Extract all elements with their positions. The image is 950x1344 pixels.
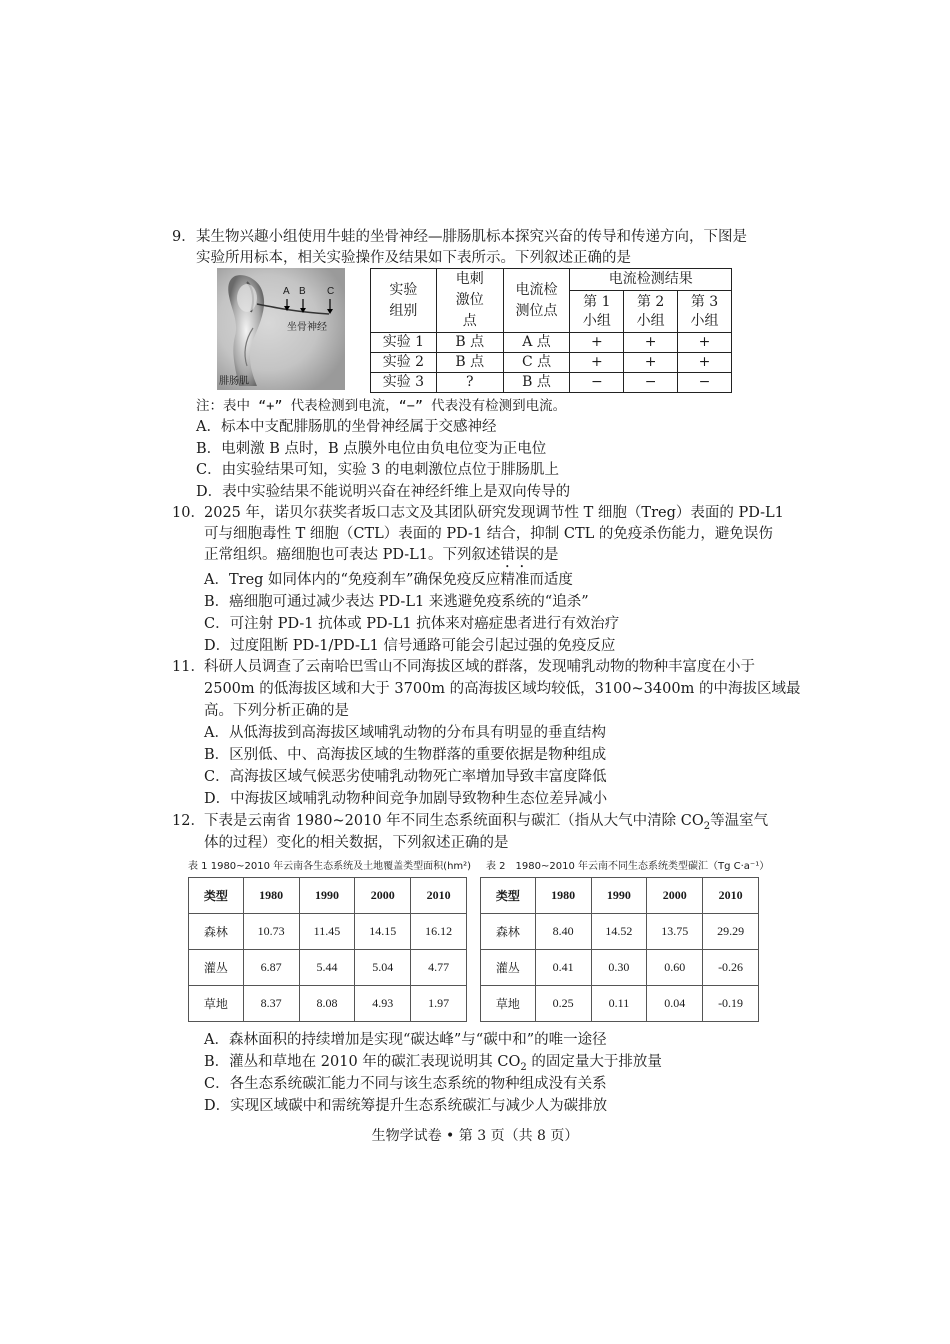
- q12-option-d: D．实现区域碳中和需统筹提升生态系统碳汇与减少人为碳排放: [204, 1098, 608, 1114]
- cell: 森林: [189, 914, 244, 950]
- q9-stem-line2: 实验所用标本，相关实验操作及结果如下表所示。下列叙述正确的是: [196, 250, 631, 266]
- table-row: [481, 986, 759, 1022]
- q10-option-c: C．可注射 PD-1 抗体或 PD-L1 抗体来对癌症患者进行有效治疗: [204, 616, 620, 632]
- q12-stem-sub: 2: [703, 820, 711, 832]
- cell: +: [624, 353, 678, 373]
- q9-option-b: B．电刺激 B 点时，B 点膜外电位由负电位变为正电位: [196, 441, 547, 457]
- cell: 0.25: [535, 986, 591, 1022]
- q9-note: 注：表中 “+” 代表检测到电流，“−” 代表没有检测到电流。: [196, 398, 567, 414]
- cell: +: [570, 333, 624, 353]
- cell: −: [570, 373, 624, 393]
- table-header-row: [189, 878, 467, 914]
- subheader-2: 第 2 小组: [624, 291, 678, 333]
- cell: 1990: [591, 878, 647, 914]
- q9-stem-line1: 某生物兴趣小组使用牛蛙的坐骨神经—腓肠肌标本探究兴奋的传导和传递方向，下图是: [196, 229, 747, 245]
- cell: 8.40: [535, 914, 591, 950]
- cell: B 点: [436, 353, 503, 373]
- cell: −: [678, 373, 732, 393]
- q9-option-d: D．表中实验结果不能说明兴奋在神经纤维上是双向传导的: [196, 484, 571, 500]
- cell: -0.19: [703, 986, 759, 1022]
- q11-option-d: D．中海拔区域哺乳动物种间竞争加剧导致物种生态位差异减小: [204, 791, 608, 807]
- specimen-figure: [217, 268, 345, 390]
- cell: +: [570, 353, 624, 373]
- q10-number: 10．: [172, 505, 205, 521]
- subheader-1: 第 1 小组: [570, 291, 624, 333]
- cell: 11.45: [299, 914, 355, 950]
- q12-option-a: A．森林面积的持续增加是实现“碳达峰”与“碳中和”的唯一途径: [204, 1032, 607, 1048]
- table-row: [189, 986, 467, 1022]
- header-detect: 电流检测位点: [503, 269, 570, 333]
- header-stim: 电刺激位点: [436, 269, 503, 333]
- cell: B 点: [436, 333, 503, 353]
- cell: 6.87: [243, 950, 299, 986]
- cell: +: [678, 353, 732, 373]
- cell: 实验 3: [371, 373, 437, 393]
- cell: 0.30: [591, 950, 647, 986]
- q12-stem-line1-post: 等温室气: [710, 813, 769, 829]
- label-b: B: [299, 286, 306, 297]
- table2-caption: 表 2 1980~2010 年云南不同生态系统类型碳汇（Tg C·a⁻¹）: [486, 861, 770, 872]
- q11-stem-line2: 2500m 的低海拔区域和大于 3700m 的高海拔区域均较低，3100~3400m 的中海拔区域最: [204, 681, 801, 697]
- q10-stem-line1: 2025 年，诺贝尔获奖者坂口志文及其团队研究发现调节性 T 细胞（Treg）表面的 PD-L1: [204, 505, 784, 521]
- q9-number: 9．: [172, 229, 196, 245]
- cell: +: [624, 333, 678, 353]
- q12-option-c: C．各生态系统碳汇能力不同与该生态系统的物种组成没有关系: [204, 1076, 607, 1092]
- cell: C 点: [503, 353, 570, 373]
- cell: 1.97: [411, 986, 467, 1022]
- q10-stem-line3-pre: 正常组织。癌细胞也可表达 PD-L1。下列叙述: [204, 547, 501, 563]
- label-a: A: [283, 286, 290, 297]
- cell: −: [624, 373, 678, 393]
- cell: 灌丛: [189, 950, 244, 986]
- label-c: C: [327, 286, 335, 297]
- q12-option-b-post: 的固定量大于排放量: [526, 1054, 662, 1070]
- nerve-label: 坐骨神经: [287, 322, 327, 333]
- cell: 14.52: [591, 914, 647, 950]
- cell: 8.08: [299, 986, 355, 1022]
- cell: 2010: [411, 878, 467, 914]
- q12-number: 12．: [172, 813, 205, 829]
- cell: A 点: [503, 333, 570, 353]
- cell: 4.93: [355, 986, 411, 1022]
- muscle-label: 腓肠肌: [219, 376, 249, 387]
- q10-option-a: A．Treg 如同体内的“免疫刹车”确保免疫反应精准而适度: [204, 572, 573, 588]
- q10-stem-line3: [204, 545, 559, 571]
- q9-option-c: C．由实验结果可知，实验 3 的电刺激位点位于腓肠肌上: [196, 462, 560, 478]
- table-row: [371, 353, 732, 373]
- q10-stem-line3-post: 的是: [529, 547, 559, 563]
- cell: 0.41: [535, 950, 591, 986]
- cell: 灌丛: [481, 950, 536, 986]
- cell: ?: [436, 373, 503, 393]
- q9-option-a: A．标本中支配腓肠肌的坐骨神经属于交感神经: [196, 419, 497, 435]
- page-footer: 生物学试卷 • 第 3 页（共 8 页）: [371, 1128, 579, 1144]
- cell: 16.12: [411, 914, 467, 950]
- table-row: [189, 914, 467, 950]
- cell: B 点: [503, 373, 570, 393]
- cell: 29.29: [703, 914, 759, 950]
- q12-option-b-sub: 2: [520, 1061, 527, 1073]
- q11-stem-line3: 高。下列分析正确的是: [204, 703, 349, 719]
- cell: 14.15: [355, 914, 411, 950]
- table-row: [481, 950, 759, 986]
- cell: 2000: [647, 878, 703, 914]
- table-row: [189, 950, 467, 986]
- cell: 0.04: [647, 986, 703, 1022]
- cell: 5.04: [355, 950, 411, 986]
- cell: 实验 1: [371, 333, 437, 353]
- q9-results-table: [370, 268, 732, 393]
- q10-stem-line2: 可与细胞毒性 T 细胞（CTL）表面的 PD-1 结合，抑制 CTL 的免疫杀伤能力，避免误伤: [204, 526, 773, 542]
- cell: 1980: [535, 878, 591, 914]
- cell: 0.60: [647, 950, 703, 986]
- q10-option-b: B．癌细胞可通过减少表达 PD-L1 来逃避免疫系统的“追杀”: [204, 594, 589, 610]
- table-row: [481, 914, 759, 950]
- cell: 5.44: [299, 950, 355, 986]
- cell: 1980: [243, 878, 299, 914]
- q12-option-b-pre: B．灌丛和草地在 2010 年的碳汇表现说明其 CO: [204, 1054, 521, 1070]
- header-result: 电流检测结果: [570, 269, 732, 291]
- q12-area-table: [188, 877, 467, 1022]
- q11-stem-line1: 科研人员调查了云南哈巴雪山不同海拔区域的群落，发现哺乳动物的物种丰富度在小于: [204, 659, 755, 675]
- q12-stem-line2: 体的过程）变化的相关数据，下列叙述正确的是: [204, 835, 509, 851]
- cell: 1990: [299, 878, 355, 914]
- cell: -0.26: [703, 950, 759, 986]
- q11-option-b: B．区别低、中、高海拔区域的生物群落的重要依据是物种组成: [204, 747, 607, 763]
- cell: 4.77: [411, 950, 467, 986]
- cell: 8.37: [243, 986, 299, 1022]
- table1-caption: 表 1 1980~2010 年云南各生态系统及土地覆盖类型面积(hm²): [188, 861, 472, 872]
- cell: 10.73: [243, 914, 299, 950]
- table-header-row: [481, 878, 759, 914]
- q12-stem-line1-pre: 下表是云南省 1980~2010 年不同生态系统面积与碳汇（指从大气中清除 CO: [204, 813, 704, 829]
- cell: 0.11: [591, 986, 647, 1022]
- cell: 草地: [189, 986, 244, 1022]
- q12-carbon-table: [480, 877, 759, 1022]
- header-group: 实验组别: [371, 269, 437, 333]
- table-row: [371, 373, 732, 393]
- q11-number: 11．: [172, 659, 205, 675]
- cell: 类型: [189, 878, 244, 914]
- q10-option-d: D．过度阻断 PD-1/PD-L1 信号通路可能会引起过强的免疫反应: [204, 638, 616, 654]
- cell: +: [678, 333, 732, 353]
- cell: 森林: [481, 914, 536, 950]
- subheader-3: 第 3 小组: [678, 291, 732, 333]
- table-row: [371, 333, 732, 353]
- cell: 2000: [355, 878, 411, 914]
- q10-emphasis-wrong: 错误: [500, 547, 530, 563]
- cell: 类型: [481, 878, 536, 914]
- q11-option-a: A．从低海拔到高海拔区域哺乳动物的分布具有明显的垂直结构: [204, 725, 606, 741]
- cell: 实验 2: [371, 353, 437, 373]
- cell: 草地: [481, 986, 536, 1022]
- cell: 2010: [703, 878, 759, 914]
- q11-option-c: C．高海拔区域气候恶劣使哺乳动物死亡率增加导致丰富度降低: [204, 769, 607, 785]
- cell: 13.75: [647, 914, 703, 950]
